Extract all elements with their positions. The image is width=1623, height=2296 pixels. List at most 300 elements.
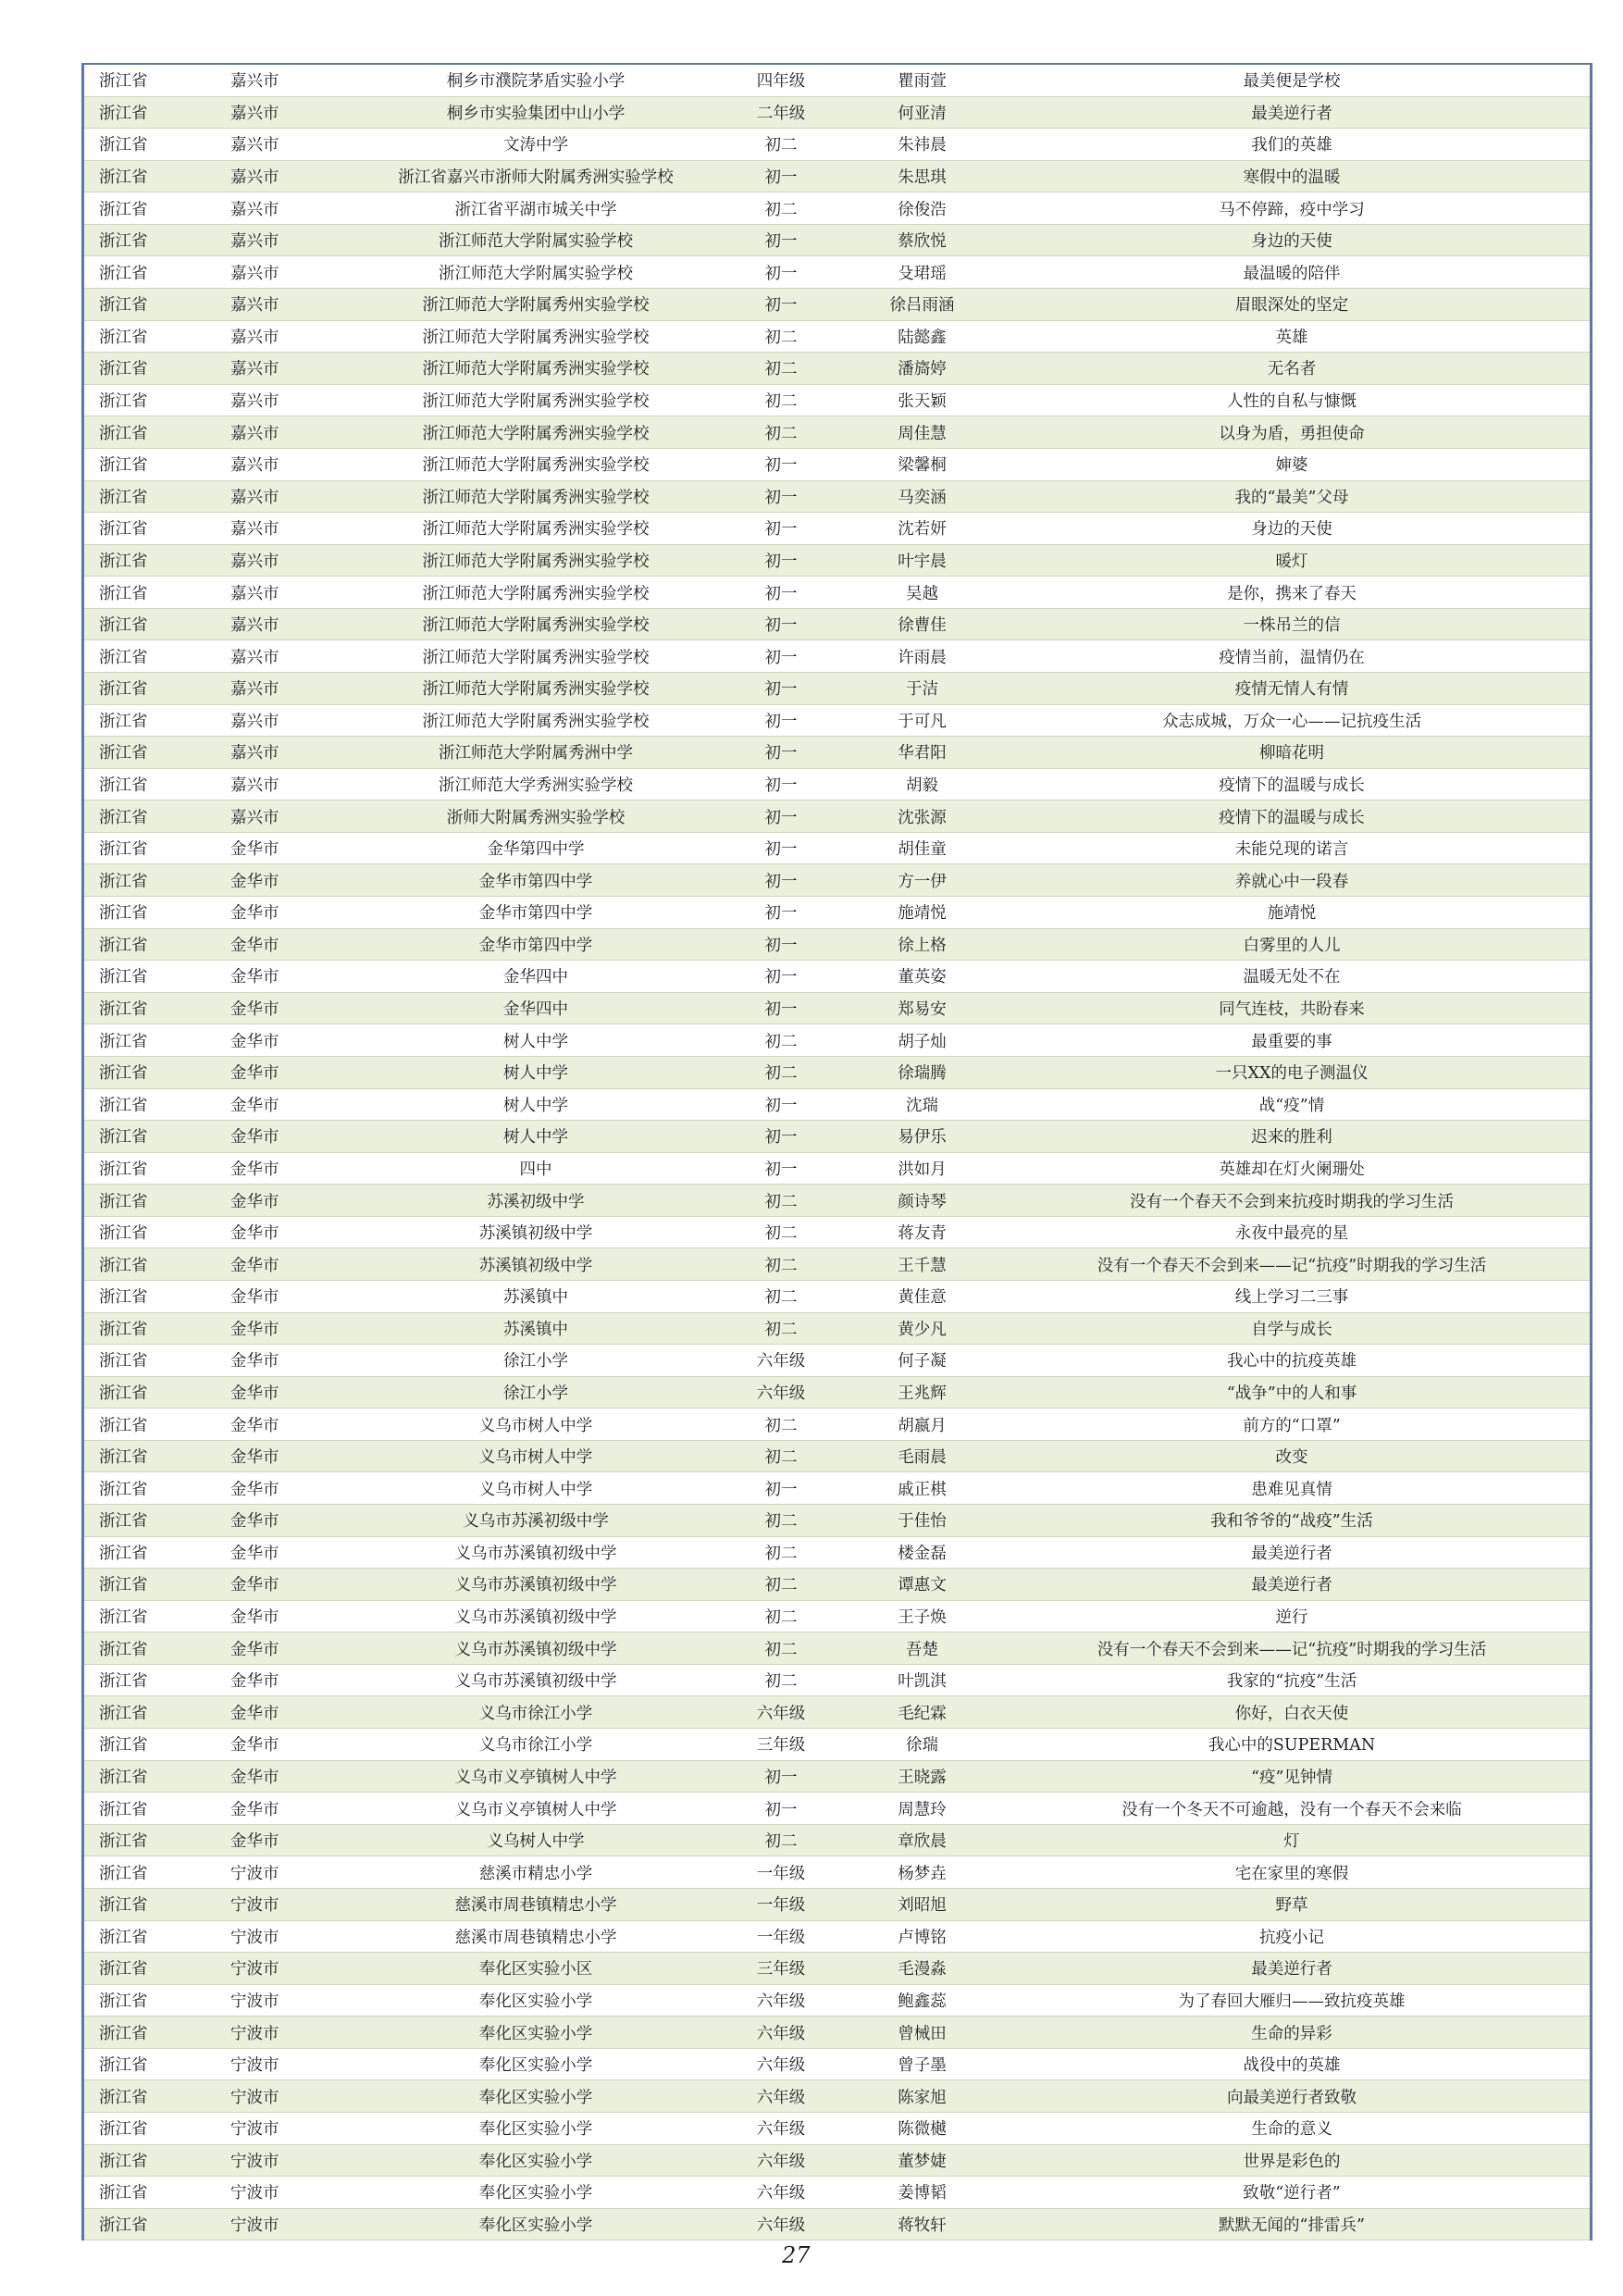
city-cell: 金华市 [230, 840, 279, 860]
province-cell: 浙江省 [99, 1960, 148, 1980]
province-cell: 浙江省 [99, 1384, 148, 1403]
school-cell: 义乌市树人中学 [478, 1448, 593, 1468]
province-cell: 浙江省 [99, 936, 148, 955]
student-name-cell: 叶凯淇 [898, 1672, 947, 1692]
city-cell: 宁波市 [230, 2024, 279, 2043]
city-cell: 金华市 [230, 1416, 279, 1435]
city-cell: 金华市 [230, 1768, 279, 1787]
grade-cell: 初一 [764, 904, 798, 924]
essay-title-cell: 婶婆 [1275, 456, 1308, 476]
city-cell: 宁波市 [230, 2088, 279, 2107]
grade-cell: 初一 [764, 1768, 798, 1787]
essay-title-cell: 我和爷爷的“战疫”生活 [1210, 1512, 1373, 1532]
student-name-cell: 鲍鑫蕊 [898, 1992, 947, 2011]
province-cell: 浙江省 [99, 1800, 148, 1819]
province-cell: 浙江省 [99, 1768, 148, 1787]
essay-title-cell: “战争”中的人和事 [1226, 1384, 1357, 1403]
city-cell: 嘉兴市 [230, 328, 279, 347]
city-cell: 金华市 [230, 1224, 279, 1244]
student-name-cell: 沈若妍 [898, 520, 947, 540]
student-name-cell: 洪如月 [898, 1160, 947, 1179]
table-row [84, 449, 1590, 481]
essay-title-cell: 迟来的胜利 [1251, 1128, 1332, 1148]
province-cell: 浙江省 [99, 584, 148, 603]
province-cell: 浙江省 [99, 712, 148, 731]
student-name-cell: 郑易安 [898, 1000, 947, 1020]
city-cell: 金华市 [230, 1448, 279, 1468]
table-row [84, 673, 1590, 705]
city-cell: 金华市 [230, 968, 279, 987]
table-row [84, 513, 1590, 545]
city-cell: 金华市 [230, 1320, 279, 1339]
student-name-cell: 徐上格 [898, 936, 947, 955]
grade-cell: 初一 [764, 232, 798, 252]
grade-cell: 初二 [764, 1448, 798, 1468]
grade-cell: 初一 [764, 776, 798, 795]
essay-title-cell: 逆行 [1275, 1608, 1308, 1628]
student-name-cell: 张天颖 [898, 392, 947, 412]
province-cell: 浙江省 [99, 2056, 148, 2076]
school-cell: 奉化区实验小学 [478, 1992, 593, 2011]
student-name-cell: 沈张源 [898, 808, 947, 827]
school-cell: 浙江师范大学附属秀洲实验学校 [422, 520, 650, 540]
school-cell: 义乌市徐江小学 [478, 1704, 593, 1723]
student-name-cell: 王晓露 [898, 1768, 947, 1787]
grade-cell: 六年级 [756, 2184, 806, 2203]
table-row [84, 1569, 1590, 1601]
table-row [84, 2017, 1590, 2049]
table-row [84, 289, 1590, 321]
school-cell: 桐乡市濮院茅盾实验小学 [446, 72, 626, 92]
school-cell: 浙江师范大学附属秀洲实验学校 [422, 488, 650, 507]
province-cell: 浙江省 [99, 1608, 148, 1628]
student-name-cell: 胡毅 [906, 776, 938, 795]
grade-cell: 初一 [764, 680, 798, 700]
grade-cell: 初一 [764, 616, 798, 636]
essay-title-cell: 你好，白衣天使 [1234, 1704, 1349, 1723]
student-name-cell: 曾械田 [898, 2024, 947, 2043]
school-cell: 苏溪镇初级中学 [478, 1256, 593, 1275]
table-row [84, 1057, 1590, 1089]
school-cell: 树人中学 [503, 1128, 568, 1148]
school-cell: 浙江省嘉兴市浙师大附属秀洲实验学校 [398, 168, 674, 188]
table-row [84, 1472, 1590, 1505]
city-cell: 嘉兴市 [230, 232, 279, 252]
grade-cell: 一年级 [756, 1896, 806, 1916]
essay-title-cell: 最温暖的陪伴 [1243, 264, 1341, 283]
student-name-cell: 姜博韬 [898, 2184, 947, 2203]
city-cell: 宁波市 [230, 1864, 279, 1883]
student-name-cell: 黄佳意 [898, 1288, 947, 1308]
city-cell: 宁波市 [230, 1960, 279, 1980]
school-cell: 浙江师范大学附属秀洲实验学校 [422, 456, 650, 476]
city-cell: 宁波市 [230, 2184, 279, 2203]
table-row [84, 800, 1590, 833]
grade-cell: 初二 [764, 1256, 798, 1275]
grade-cell: 六年级 [756, 2120, 806, 2140]
school-cell: 奉化区实验小区 [478, 1960, 593, 1980]
city-cell: 嘉兴市 [230, 488, 279, 507]
school-cell: 浙江师范大学附属实验学校 [439, 264, 633, 283]
grade-cell: 三年级 [756, 1736, 806, 1756]
grade-cell: 六年级 [756, 2088, 806, 2107]
school-cell: 浙江师范大学附属秀洲实验学校 [422, 360, 650, 379]
grade-cell: 初二 [764, 1672, 798, 1692]
essay-title-cell: 疫情下的温暖与成长 [1219, 776, 1365, 795]
table-row [84, 1729, 1590, 1761]
table-row [84, 1921, 1590, 1954]
city-cell: 嘉兴市 [230, 296, 279, 316]
school-cell: 义乌市苏溪镇初级中学 [454, 1608, 617, 1628]
essay-title-cell: 灯 [1283, 1832, 1300, 1852]
table-row [84, 1505, 1590, 1537]
student-name-cell: 胡佳童 [898, 840, 947, 860]
table-row [84, 609, 1590, 641]
province-cell: 浙江省 [99, 1992, 148, 2011]
school-cell: 树人中学 [503, 1096, 568, 1115]
student-name-cell: 徐吕雨涵 [889, 296, 955, 316]
grade-cell: 初一 [764, 712, 798, 731]
student-name-cell: 王子焕 [898, 1608, 947, 1628]
city-cell: 金华市 [230, 1576, 279, 1595]
province-cell: 浙江省 [99, 1192, 148, 1211]
grade-cell: 初一 [764, 552, 798, 571]
province-cell: 浙江省 [99, 1736, 148, 1756]
student-name-cell: 马奕涵 [898, 488, 947, 507]
city-cell: 金华市 [230, 1128, 279, 1148]
table-row [84, 1313, 1590, 1346]
grade-cell: 初一 [764, 520, 798, 540]
grade-cell: 一年级 [756, 1928, 806, 1947]
province-cell: 浙江省 [99, 424, 148, 443]
table-row [84, 1953, 1590, 1985]
essay-title-cell: 疫情无情人有情 [1234, 680, 1349, 700]
city-cell: 宁波市 [230, 2216, 279, 2236]
table-row [84, 1856, 1590, 1889]
province-cell: 浙江省 [99, 616, 148, 636]
table-row [84, 225, 1590, 257]
table-row [84, 321, 1590, 354]
school-cell: 浙江师范大学附属实验学校 [439, 232, 633, 252]
school-cell: 奉化区实验小学 [478, 2120, 593, 2140]
school-cell: 浙江师范大学附属秀洲实验学校 [422, 584, 650, 603]
essay-title-cell: 最美逆行者 [1251, 1576, 1332, 1595]
essay-title-cell: 生命的异彩 [1251, 2024, 1332, 2043]
table-row [84, 1185, 1590, 1217]
essay-title-cell: 前方的“口罩” [1243, 1416, 1341, 1435]
essay-title-cell: 最美逆行者 [1251, 104, 1332, 123]
grade-cell: 初一 [764, 1160, 798, 1179]
student-name-cell: 徐瑞 [906, 1736, 938, 1756]
city-cell: 嘉兴市 [230, 808, 279, 827]
school-cell: 四中 [519, 1160, 552, 1179]
essay-title-cell: 无名者 [1267, 360, 1317, 379]
school-cell: 浙江师范大学附属秀州实验学校 [422, 296, 650, 316]
grade-cell: 初二 [764, 1320, 798, 1339]
city-cell: 宁波市 [230, 1928, 279, 1947]
essay-title-cell: 野草 [1275, 1896, 1308, 1916]
school-cell: 浙江师范大学附属秀洲实验学校 [422, 616, 650, 636]
table-row [84, 65, 1590, 97]
student-name-cell: 方一伊 [898, 872, 947, 891]
table-row [84, 1665, 1590, 1697]
table-row [84, 192, 1590, 225]
province-cell: 浙江省 [99, 1576, 148, 1595]
grade-cell: 初二 [764, 1064, 798, 1084]
city-cell: 金华市 [230, 1672, 279, 1692]
city-cell: 嘉兴市 [230, 776, 279, 795]
province-cell: 浙江省 [99, 136, 148, 155]
province-cell: 浙江省 [99, 1224, 148, 1244]
essay-title-cell: 英雄却在灯火阑珊处 [1219, 1160, 1365, 1179]
school-cell: 浙师大附属秀洲实验学校 [446, 808, 626, 827]
table-row [84, 1089, 1590, 1122]
province-cell: 浙江省 [99, 296, 148, 316]
grade-cell: 初一 [764, 808, 798, 827]
table-row [84, 993, 1590, 1025]
city-cell: 金华市 [230, 1352, 279, 1371]
essay-title-cell: 为了春回大雁归——致抗疫英雄 [1178, 1992, 1406, 2011]
student-name-cell: 何子凝 [898, 1352, 947, 1371]
school-cell: 义乌市义亭镇树人中学 [454, 1800, 617, 1819]
province-cell: 浙江省 [99, 808, 148, 827]
school-cell: 树人中学 [503, 1064, 568, 1084]
essay-title-cell: 暖灯 [1275, 552, 1308, 571]
essay-title-cell: 向最美逆行者致敬 [1227, 2088, 1357, 2107]
city-cell: 宁波市 [230, 1896, 279, 1916]
city-cell: 金华市 [230, 1704, 279, 1723]
city-cell: 嘉兴市 [230, 360, 279, 379]
student-name-cell: 谭惠文 [898, 1576, 947, 1595]
essay-title-cell: 柳暗花明 [1259, 744, 1324, 763]
school-cell: 义乌市苏溪镇初级中学 [454, 1672, 617, 1692]
grade-cell: 初二 [764, 136, 798, 155]
city-cell: 金华市 [230, 1832, 279, 1852]
table-row [84, 416, 1590, 449]
table-row [84, 2209, 1590, 2241]
table-row [84, 129, 1590, 161]
province-cell: 浙江省 [99, 1896, 148, 1916]
school-cell: 徐江小学 [503, 1352, 568, 1371]
table-row [84, 545, 1590, 577]
student-name-cell: 徐曹佳 [898, 616, 947, 636]
essay-title-cell: 患难见真情 [1251, 1480, 1332, 1499]
school-cell: 浙江师范大学秀洲实验学校 [439, 776, 633, 795]
student-name-cell: 于洁 [906, 680, 938, 700]
province-cell: 浙江省 [99, 72, 148, 92]
essay-title-cell: 身边的天使 [1251, 520, 1332, 540]
city-cell: 嘉兴市 [230, 552, 279, 571]
grade-cell: 初二 [764, 424, 798, 443]
essay-title-cell: 战役中的英雄 [1243, 2056, 1341, 2076]
school-cell: 浙江师范大学附属秀洲实验学校 [422, 392, 650, 412]
city-cell: 嘉兴市 [230, 168, 279, 188]
student-name-cell: 董英姿 [898, 968, 947, 987]
city-cell: 嘉兴市 [230, 264, 279, 283]
table-row [84, 1248, 1590, 1281]
school-cell: 苏溪镇中 [503, 1320, 568, 1339]
grade-cell: 六年级 [756, 1992, 806, 2011]
province-cell: 浙江省 [99, 1320, 148, 1339]
school-cell: 徐江小学 [503, 1384, 568, 1403]
student-name-cell: 殳珺瑶 [898, 264, 947, 283]
student-name-cell: 徐瑞腾 [898, 1064, 947, 1084]
school-cell: 义乌市树人中学 [478, 1416, 593, 1435]
grade-cell: 初一 [764, 456, 798, 476]
grade-cell: 初二 [764, 392, 798, 412]
school-cell: 义乌市徐江小学 [478, 1736, 593, 1756]
essay-title-cell: 宅在家里的寒假 [1234, 1864, 1349, 1883]
table-row [84, 1537, 1590, 1570]
city-cell: 嘉兴市 [230, 648, 279, 667]
essay-title-cell: 是你，携来了春天 [1227, 584, 1357, 603]
grade-cell: 初一 [764, 872, 798, 891]
grade-cell: 初一 [764, 264, 798, 283]
school-cell: 浙江师范大学附属秀洲实验学校 [422, 648, 650, 667]
school-cell: 浙江师范大学附属秀洲实验学校 [422, 680, 650, 700]
student-name-cell: 杨梦垚 [898, 1864, 947, 1883]
student-name-cell: 于可凡 [898, 712, 947, 731]
student-name-cell: 毛纪霖 [898, 1704, 947, 1723]
table-row [84, 1345, 1590, 1377]
essay-title-cell: 我们的英雄 [1251, 136, 1332, 155]
table-row [84, 97, 1590, 130]
province-cell: 浙江省 [99, 456, 148, 476]
essay-title-cell: 没有一个春天不会到来抗疫时期我的学习生活 [1130, 1192, 1454, 1211]
school-cell: 金华四中 [503, 1000, 568, 1020]
essay-title-cell: 生命的意义 [1251, 2120, 1332, 2140]
city-cell: 金华市 [230, 1160, 279, 1179]
grade-cell: 初二 [764, 1544, 798, 1563]
student-name-cell: 卢博铭 [898, 1928, 947, 1947]
table-row [84, 833, 1590, 865]
table-row [84, 640, 1590, 673]
grade-cell: 六年级 [756, 2056, 806, 2076]
province-cell: 浙江省 [99, 2120, 148, 2140]
province-cell: 浙江省 [99, 200, 148, 219]
table-row [84, 897, 1590, 929]
city-cell: 金华市 [230, 1032, 279, 1051]
student-name-cell: 董梦婕 [898, 2152, 947, 2171]
grade-cell: 初一 [764, 1000, 798, 1020]
student-name-cell: 楼金磊 [898, 1544, 947, 1563]
student-name-cell: 毛雨晨 [898, 1448, 947, 1468]
province-cell: 浙江省 [99, 552, 148, 571]
school-cell: 奉化区实验小学 [478, 2184, 593, 2203]
province-cell: 浙江省 [99, 2184, 148, 2203]
province-cell: 浙江省 [99, 328, 148, 347]
student-name-cell: 施靖悦 [898, 904, 947, 924]
city-cell: 嘉兴市 [230, 712, 279, 731]
grade-cell: 初一 [764, 936, 798, 955]
city-cell: 金华市 [230, 936, 279, 955]
essay-title-cell: 一株吊兰的信 [1243, 616, 1341, 636]
city-cell: 嘉兴市 [230, 136, 279, 155]
school-cell: 义乌市树人中学 [478, 1480, 593, 1499]
province-cell: 浙江省 [99, 1864, 148, 1883]
table-row [84, 1217, 1590, 1249]
province-cell: 浙江省 [99, 680, 148, 700]
table-row [84, 1121, 1590, 1153]
table-row [84, 161, 1590, 193]
table-row [84, 2049, 1590, 2081]
school-cell: 义乌市苏溪初级中学 [463, 1512, 609, 1532]
province-cell: 浙江省 [99, 1448, 148, 1468]
province-cell: 浙江省 [99, 1480, 148, 1499]
essay-title-cell: 马不停蹄，疫中学习 [1219, 200, 1365, 219]
province-cell: 浙江省 [99, 1704, 148, 1723]
province-cell: 浙江省 [99, 1672, 148, 1692]
table-row [84, 961, 1590, 993]
essay-title-cell: 致敬“逆行者” [1243, 2184, 1341, 2203]
grade-cell: 初二 [764, 1288, 798, 1308]
city-cell: 金华市 [230, 1384, 279, 1403]
province-cell: 浙江省 [99, 1352, 148, 1371]
table-row [84, 2145, 1590, 2178]
table-row [84, 769, 1590, 801]
table-row [84, 2177, 1590, 2209]
table-row [84, 864, 1590, 897]
table-row [84, 929, 1590, 962]
school-cell: 奉化区实验小学 [478, 2024, 593, 2043]
province-cell: 浙江省 [99, 1256, 148, 1275]
student-name-cell: 黄少凡 [898, 1320, 947, 1339]
school-cell: 金华第四中学 [487, 840, 585, 860]
table-row [84, 1793, 1590, 1825]
province-cell: 浙江省 [99, 840, 148, 860]
essay-title-cell: 最美便是学校 [1243, 72, 1341, 92]
table-row [84, 1409, 1590, 1441]
student-name-cell: 胡子灿 [898, 1032, 947, 1051]
table-row [84, 2080, 1590, 2113]
city-cell: 金华市 [230, 1480, 279, 1499]
grade-cell: 六年级 [756, 2216, 806, 2236]
grade-cell: 初二 [764, 1192, 798, 1211]
province-cell: 浙江省 [99, 1640, 148, 1659]
student-name-cell: 戚正棋 [898, 1480, 947, 1499]
province-cell: 浙江省 [99, 1928, 148, 1947]
province-cell: 浙江省 [99, 104, 148, 123]
essay-title-cell: 我心中的抗疫英雄 [1227, 1352, 1357, 1371]
province-cell: 浙江省 [99, 360, 148, 379]
school-cell: 奉化区实验小学 [478, 2056, 593, 2076]
province-cell: 浙江省 [99, 2152, 148, 2171]
city-cell: 金华市 [230, 1256, 279, 1275]
essay-title-cell: 自学与成长 [1251, 1320, 1332, 1339]
essay-title-cell: 一只XX的电子测温仪 [1215, 1064, 1369, 1084]
essay-title-cell: 没有一个冬天不可逾越，没有一个春天不会来临 [1121, 1800, 1462, 1819]
school-cell: 浙江师范大学附属秀洲实验学校 [422, 552, 650, 571]
essay-title-cell: 眉眼深处的坚定 [1234, 296, 1349, 316]
province-cell: 浙江省 [99, 1160, 148, 1179]
student-name-cell: 胡嬴月 [898, 1416, 947, 1435]
city-cell: 嘉兴市 [230, 744, 279, 763]
school-cell: 义乌市义亭镇树人中学 [454, 1768, 617, 1787]
grade-cell: 初二 [764, 1416, 798, 1435]
city-cell: 宁波市 [230, 1992, 279, 2011]
province-cell: 浙江省 [99, 2024, 148, 2043]
student-name-cell: 蒋牧轩 [898, 2216, 947, 2236]
student-name-cell: 王千慧 [898, 1256, 947, 1275]
essay-title-cell: 未能兑现的诺言 [1234, 840, 1349, 860]
table-row [84, 737, 1590, 769]
student-name-cell: 许雨晨 [898, 648, 947, 667]
city-cell: 嘉兴市 [230, 392, 279, 412]
student-name-cell: 陈家旭 [898, 2088, 947, 2107]
school-cell: 奉化区实验小学 [478, 2088, 593, 2107]
province-cell: 浙江省 [99, 1128, 148, 1148]
province-cell: 浙江省 [99, 1032, 148, 1051]
